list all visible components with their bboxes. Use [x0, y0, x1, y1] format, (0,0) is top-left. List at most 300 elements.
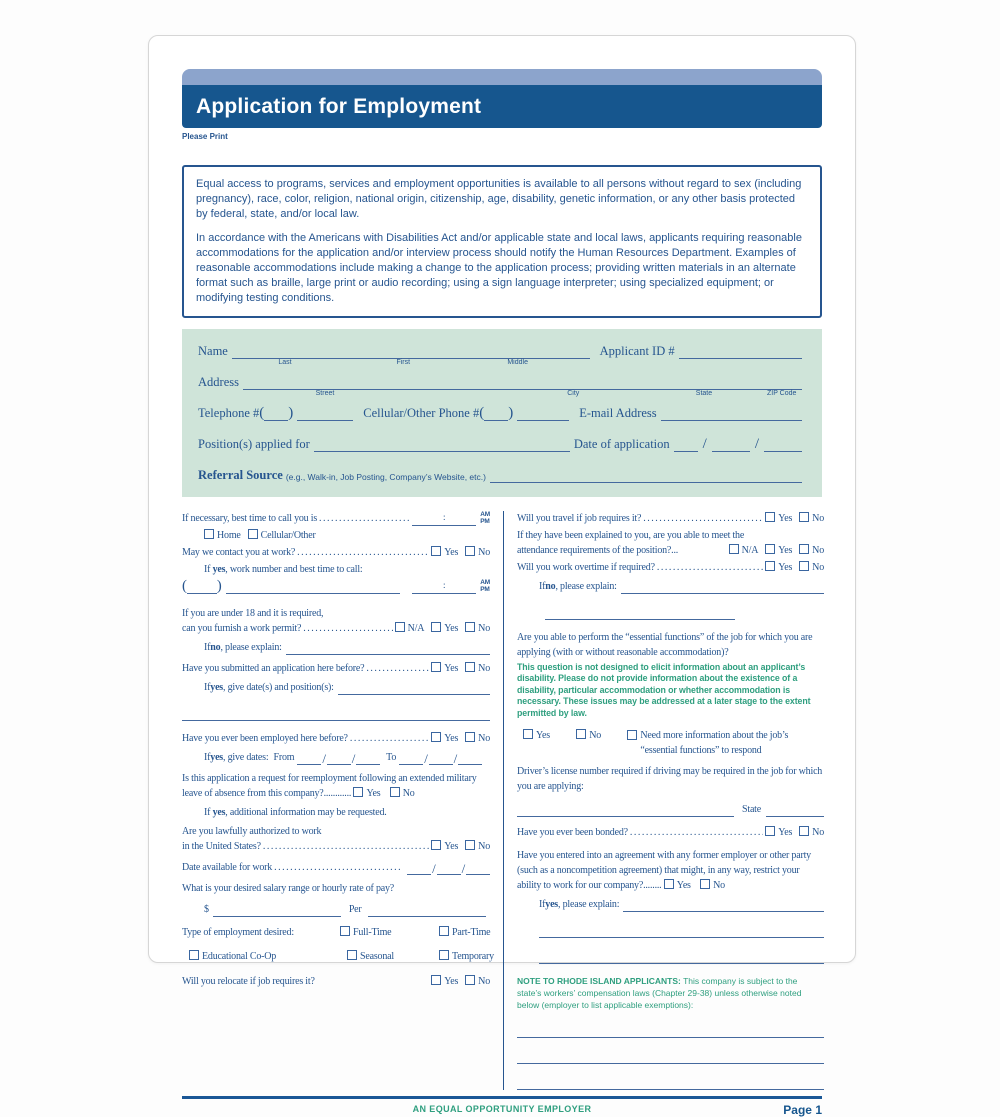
yes-label: Yes	[444, 546, 459, 558]
yes-label: Yes	[444, 975, 459, 987]
yes-label: Yes	[444, 732, 459, 744]
name-input-line[interactable]	[232, 345, 590, 366]
note-bold: no	[210, 641, 221, 653]
yes-label: Yes	[444, 840, 459, 852]
from-month-line[interactable]	[297, 753, 321, 765]
date-available-row	[182, 860, 490, 875]
applicant-identity-section	[182, 329, 822, 497]
note-bold: yes	[212, 806, 226, 818]
name-sub-first: First	[396, 358, 411, 366]
travel-row	[517, 511, 824, 526]
rhode-island-note-title: NOTE TO RHODE ISLAND APPLICANTS:	[517, 976, 681, 987]
dotted-leader	[643, 511, 763, 526]
na-label: N/A	[741, 544, 759, 556]
attendance-na-option[interactable]	[729, 543, 759, 558]
note-bold: yes	[212, 563, 226, 575]
telephone-input-line[interactable]	[297, 407, 353, 421]
referral-row	[198, 468, 806, 483]
no-checkbox[interactable]	[799, 561, 809, 571]
full-time-label: Full-Time	[353, 926, 392, 938]
position-input-line[interactable]	[314, 438, 570, 452]
yes-checkbox[interactable]	[353, 787, 363, 797]
slash: /	[461, 860, 465, 876]
noncompete-explain-row	[539, 897, 824, 912]
name-row	[198, 343, 806, 366]
note-pre: If	[539, 899, 546, 911]
ellipsis: ...	[671, 544, 679, 556]
page-number: Page 1	[783, 1103, 822, 1117]
license-number-input-line[interactable]	[517, 805, 734, 817]
page-title: Application for Employment	[196, 94, 482, 118]
phone-type-row	[204, 528, 490, 543]
address-sub-street: Street	[315, 389, 335, 397]
date-available-question: Date available for work	[182, 861, 273, 873]
date-day-input-line[interactable]	[712, 438, 750, 452]
dotted-leader	[366, 661, 429, 676]
phones-row	[198, 406, 806, 421]
yes-checkbox[interactable]	[431, 662, 441, 672]
authorized-yes-option[interactable]	[431, 839, 458, 854]
overtime-yes-option[interactable]	[765, 560, 792, 575]
educational-coop-option[interactable]	[189, 949, 340, 964]
name-label: Name	[198, 343, 228, 358]
na-label: N/A	[407, 622, 425, 634]
seasonal-checkbox[interactable]	[347, 950, 357, 960]
address-label: Address	[198, 374, 239, 389]
submitted-dates-extra-line[interactable]	[182, 709, 490, 721]
submitted-dates-input-line[interactable]	[338, 683, 490, 695]
attendance-question-line2: attendance requirements of the position?	[517, 544, 672, 556]
contact-work-no-option[interactable]	[465, 545, 490, 560]
noncompete-no-option[interactable]	[700, 880, 725, 891]
attendance-row	[517, 543, 824, 558]
left-column	[182, 511, 503, 1091]
submitted-before-question: Have you submitted an application here before?	[182, 662, 365, 674]
date-month-input-line[interactable]	[674, 438, 698, 452]
am-label: AM	[480, 578, 490, 586]
no-label: No	[478, 975, 490, 987]
no-label: No	[478, 840, 490, 852]
cellular-label: Cellular/Other Phone #	[363, 405, 480, 420]
am-label: AM	[480, 510, 490, 518]
slash: /	[424, 750, 428, 766]
travel-question: Will you travel if job requires it?	[517, 512, 642, 524]
relocate-row	[182, 974, 490, 989]
email-input-line[interactable]	[661, 407, 802, 421]
relocate-question: Will you relocate if job requires it?	[182, 975, 315, 987]
no-checkbox[interactable]	[465, 546, 475, 556]
overtime-explain-input-line[interactable]	[621, 582, 824, 594]
position-label: Position(s) applied for	[198, 436, 310, 451]
cellular-area-input-line[interactable]	[484, 409, 508, 421]
no-checkbox[interactable]	[799, 826, 809, 836]
note-pre: If	[204, 681, 211, 693]
note-rest: , please explain:	[220, 641, 282, 653]
note-pre: If	[204, 751, 211, 763]
no-label: No	[812, 827, 824, 839]
essential-yes-option[interactable]	[523, 730, 550, 741]
pm-label: PM	[480, 518, 490, 526]
yes-label: Yes	[778, 561, 793, 573]
work-time-input-line[interactable]	[412, 582, 476, 594]
yes-checkbox[interactable]	[431, 975, 441, 985]
referral-source-hint: (e.g., Walk-in, Job Posting, Company’s Website, etc.)	[285, 472, 486, 483]
equal-access-paragraph: Equal access to programs, services and employment opportunities is available to all persons without regard to sex (including pregnancy), race, color, religion, national origin, citizenship, age, disability, genetic information, or any other basis protected by federal, state, and/or local law.	[196, 178, 802, 220]
employment-dates-row	[204, 750, 490, 765]
no-checkbox[interactable]	[465, 975, 475, 985]
submitted-no-option[interactable]	[465, 661, 490, 676]
from-day-line[interactable]	[327, 753, 351, 765]
employed-before-question: Have you ever been employed here before?	[182, 732, 348, 744]
full-time-checkbox[interactable]	[340, 926, 350, 936]
travel-no-option[interactable]	[799, 511, 824, 526]
slash: /	[453, 750, 458, 766]
to-date-field	[399, 752, 482, 765]
questions-columns	[182, 511, 822, 1091]
no-label: No	[589, 730, 602, 742]
no-label: No	[478, 546, 490, 558]
salary-amount-line[interactable]	[213, 905, 341, 917]
noncompete-explain-input-line[interactable]	[623, 900, 824, 912]
page-footer	[182, 1096, 822, 1117]
relocate-no-option[interactable]	[465, 974, 490, 989]
permit-yes-option[interactable]	[431, 621, 458, 636]
date-available-field	[407, 862, 490, 875]
contact-at-work-question: May we contact you at work?	[182, 546, 296, 558]
noncompete-extra-line-1[interactable]	[539, 926, 824, 938]
noncompete-text: Have you entered into an agreement with any former employer or other party (such as a noncompetition agreement) that might, in any way, restrict your ability to work for our company?	[517, 850, 811, 892]
essential-no-option[interactable]	[576, 730, 601, 741]
salary-row	[204, 902, 490, 917]
cellular-area-code	[479, 406, 513, 421]
pm-label: PM	[480, 586, 490, 594]
position-row	[198, 437, 806, 452]
seasonal-label: Seasonal	[360, 950, 394, 962]
employed-no-option[interactable]	[465, 731, 490, 746]
cellular-other-checkbox[interactable]	[248, 529, 258, 539]
na-checkbox[interactable]	[729, 544, 739, 554]
from-label: From	[273, 751, 295, 763]
drivers-license-question: Driver’s license number required if driving may be required in the job for which you are applying:	[517, 766, 823, 793]
note-rest: , give dates:	[223, 751, 269, 763]
work-permit-row	[182, 621, 490, 636]
authorized-question-line1: Are you lawfully authorized to work	[182, 825, 322, 837]
reemployment-question	[182, 771, 490, 801]
yes-checkbox[interactable]	[765, 544, 775, 554]
salary-question: What is your desired salary range or hourly rate of pay?	[182, 882, 395, 894]
yes-checkbox[interactable]	[431, 732, 441, 742]
slash: /	[754, 435, 759, 452]
attendance-question-line1: If they have been explained to you, are you able to meet the	[517, 529, 745, 541]
address-row	[198, 374, 806, 397]
slash: /	[702, 435, 707, 452]
colon: :	[443, 512, 446, 523]
work-number-row	[182, 579, 490, 594]
submitted-yes-option[interactable]	[431, 661, 458, 676]
dollar-sign: $	[204, 903, 209, 915]
no-label: No	[812, 561, 824, 573]
cellular-other-option[interactable]	[248, 528, 316, 543]
noncompete-question	[517, 848, 824, 893]
essential-functions-note: This question is not designed to elicit information about an applicant’s disability. Please do not provide information about the existence of a disability, particular accommodation or whether accommodation is necessary. These issues may be addressed at a later stage to the extent permitted by law.	[517, 661, 811, 719]
license-state-input-line[interactable]	[766, 805, 824, 817]
yes-checkbox[interactable]	[431, 546, 441, 556]
open-paren: (	[259, 404, 265, 421]
avail-year-line[interactable]	[466, 863, 490, 875]
state-label: State	[742, 804, 761, 816]
to-day-line[interactable]	[429, 753, 453, 765]
address-sub-city: City	[567, 389, 580, 397]
open-paren: (	[479, 404, 485, 421]
submitted-dates-row	[204, 680, 490, 695]
slash: /	[351, 750, 356, 766]
noncompete-extra-line-2[interactable]	[539, 952, 824, 964]
cellular-input-line[interactable]	[517, 407, 569, 421]
to-label: To	[386, 751, 397, 763]
note-rest: , work number and best time to call:	[225, 563, 363, 575]
no-checkbox[interactable]	[700, 879, 710, 889]
bonded-no-option[interactable]	[799, 825, 824, 840]
open-paren: (	[182, 577, 187, 594]
no-checkbox[interactable]	[465, 840, 475, 850]
note-rest: , additional information may be requested.	[225, 806, 387, 818]
reemployment-yes-option[interactable]	[353, 788, 380, 799]
bonded-row	[517, 825, 824, 840]
application-form-page	[148, 35, 856, 1117]
telephone-area-input-line[interactable]	[264, 409, 288, 421]
dotted-leader	[303, 621, 392, 636]
temporary-option[interactable]	[439, 949, 494, 964]
best-time-row	[182, 511, 490, 526]
note-bold: yes	[210, 681, 223, 693]
name-sub-last: Last	[278, 358, 292, 366]
na-checkbox[interactable]	[395, 622, 405, 632]
am-pm-label	[480, 511, 490, 526]
right-column	[503, 511, 824, 1091]
slash: /	[432, 860, 436, 876]
yes-checkbox[interactable]	[523, 729, 533, 739]
dots: ........	[643, 880, 662, 892]
eeo-disclaimer-box	[182, 165, 822, 318]
contact-at-work-row	[182, 545, 490, 560]
temporary-label: Temporary	[452, 950, 494, 962]
telephone-label: Telephone #	[198, 405, 260, 420]
from-year-line[interactable]	[356, 753, 380, 765]
dotted-leader	[274, 860, 402, 875]
close-paren: )	[508, 404, 514, 421]
no-label: No	[812, 544, 824, 556]
colon: :	[443, 580, 446, 591]
no-label: No	[478, 622, 490, 634]
dotted-leader	[319, 511, 410, 526]
part-time-option[interactable]	[439, 925, 494, 940]
no-checkbox[interactable]	[799, 512, 809, 522]
need-info-checkbox[interactable]	[627, 730, 637, 740]
no-checkbox[interactable]	[799, 544, 809, 554]
no-label: No	[812, 512, 824, 524]
no-checkbox[interactable]	[390, 787, 400, 797]
yes-label: Yes	[778, 512, 793, 524]
date-year-input-line[interactable]	[764, 438, 802, 452]
to-year-line[interactable]	[458, 753, 482, 765]
no-checkbox[interactable]	[576, 729, 586, 739]
dotted-leader	[350, 731, 429, 746]
dotted-leader	[297, 545, 429, 560]
authorized-no-option[interactable]	[465, 839, 490, 854]
permit-explain-row	[204, 640, 490, 655]
employment-type-grid	[182, 925, 494, 964]
license-number-row	[517, 802, 824, 817]
travel-yes-option[interactable]	[765, 511, 792, 526]
best-time-input-line[interactable]	[412, 514, 476, 526]
full-time-option[interactable]	[340, 925, 432, 940]
no-checkbox[interactable]	[465, 662, 475, 672]
note-bold: yes	[545, 899, 558, 911]
note-pre: If	[204, 641, 211, 653]
note-pre: If	[539, 580, 546, 592]
ri-exemption-line-3[interactable]	[517, 1078, 824, 1090]
note-bold: no	[545, 580, 556, 592]
work-number-area-code	[182, 579, 222, 594]
noncompete-yes-option[interactable]	[664, 880, 691, 891]
employment-type-label: Type of employment desired:	[182, 926, 294, 938]
note-pre: If	[204, 563, 213, 575]
please-print-note: Please Print	[182, 132, 228, 141]
need-info-label: Need more information about the job’s “essential functions” to respond	[640, 730, 789, 757]
best-time-question: If necessary, best time to call you is	[182, 512, 318, 524]
yes-label: Yes	[536, 730, 550, 742]
overtime-row	[517, 560, 824, 575]
work-call-time-field	[412, 579, 490, 594]
authorized-question-line2: in the United States?	[182, 840, 261, 852]
dots: ............	[323, 787, 352, 799]
permit-explain-input-line[interactable]	[286, 643, 490, 655]
reemployment-note	[204, 805, 490, 820]
if-yes-work-number-note	[204, 562, 490, 577]
educational-coop-checkbox[interactable]	[189, 950, 199, 960]
reemployment-text: Is this application a request for reemployment following an extended military leave of absence from this company?	[182, 772, 477, 799]
rhode-island-note	[517, 976, 824, 1012]
address-input-line[interactable]	[243, 376, 802, 397]
no-checkbox[interactable]	[465, 622, 475, 632]
slash: /	[322, 750, 326, 766]
salary-per-line[interactable]	[368, 905, 486, 917]
ri-exemption-line-2[interactable]	[517, 1052, 824, 1064]
home-label: Home	[217, 529, 241, 541]
no-label: No	[713, 880, 725, 892]
overtime-explain-extra-line[interactable]	[545, 608, 735, 620]
application-date-label: Date of application	[573, 436, 670, 451]
work-permit-question: can you furnish a work permit?	[182, 622, 302, 634]
note-pre: If	[204, 806, 213, 818]
reemployment-no-option[interactable]	[390, 788, 415, 799]
overtime-no-option[interactable]	[799, 560, 824, 575]
no-label: No	[402, 787, 415, 799]
header-title-bar	[182, 85, 822, 128]
dotted-leader	[657, 560, 763, 575]
home-option[interactable]	[204, 528, 241, 543]
contact-work-yes-option[interactable]	[431, 545, 458, 560]
submitted-before-row	[182, 661, 490, 676]
header-accent-stripe	[182, 69, 822, 85]
relocate-yes-option[interactable]	[431, 974, 458, 989]
yes-label: Yes	[366, 787, 381, 799]
applicant-id-label: Applicant ID #	[599, 343, 675, 358]
under-18-question-line1: If you are under 18 and it is required,	[182, 607, 324, 619]
bonded-yes-option[interactable]	[765, 825, 792, 840]
yes-checkbox[interactable]	[664, 879, 674, 889]
yes-label: Yes	[444, 622, 459, 634]
part-time-checkbox[interactable]	[439, 926, 449, 936]
referral-source-label: Referral Source	[198, 467, 283, 482]
to-month-line[interactable]	[399, 753, 423, 765]
yes-label: Yes	[444, 662, 459, 674]
temporary-checkbox[interactable]	[439, 950, 449, 960]
yes-checkbox[interactable]	[765, 826, 775, 836]
essential-need-info-option[interactable]	[627, 730, 798, 757]
no-checkbox[interactable]	[465, 732, 475, 742]
from-date-field	[297, 752, 380, 765]
ri-exemption-line-1[interactable]	[517, 1026, 824, 1038]
name-sub-middle: Middle	[507, 358, 528, 366]
dotted-leader	[263, 839, 429, 854]
overtime-question: Will you work overtime if required?	[517, 561, 655, 573]
dotted-leader	[630, 825, 763, 840]
equal-opportunity-employer-text: AN EQUAL OPPORTUNITY EMPLOYER	[412, 1104, 592, 1115]
essential-functions-question: Are you able to perform the “essential functions” of the job for which you are applying (with or without reasonable accommodation)?	[517, 631, 813, 658]
close-paren: )	[288, 404, 294, 421]
seasonal-option[interactable]	[347, 949, 432, 964]
referral-source-input-line[interactable]	[490, 469, 802, 483]
best-time-field	[412, 511, 490, 526]
attendance-no-option[interactable]	[799, 543, 824, 558]
ada-accommodation-paragraph: In accordance with the Americans with Disabilities Act and/or applicable state and local laws, applicants requiring reasonable accommodations for the application and/or interview process should notify the Human Resources Department. Examples of reasonable accommodations include making a change to the application process; providing written materials in an alternate format such as braille, large print or audio recording; using a sign language interpreter; using specialized equipment; or modifying testing conditions.	[196, 231, 802, 304]
email-label: E-mail Address	[579, 405, 657, 420]
page-content	[149, 69, 855, 1117]
yes-label: Yes	[778, 544, 793, 556]
bonded-question: Have you ever been bonded?	[517, 827, 628, 839]
work-number-input-line[interactable]	[226, 582, 401, 594]
attendance-yes-option[interactable]	[765, 543, 792, 558]
home-checkbox[interactable]	[204, 529, 214, 539]
permit-na-option[interactable]	[395, 621, 425, 636]
avail-month-line[interactable]	[407, 863, 431, 875]
no-label: No	[478, 662, 490, 674]
no-label: No	[478, 732, 490, 744]
note-rest: , please explain:	[558, 899, 620, 911]
employed-before-row	[182, 731, 490, 746]
permit-no-option[interactable]	[465, 621, 490, 636]
address-sub-zip: ZIP Code	[766, 389, 797, 397]
avail-day-line[interactable]	[437, 863, 461, 875]
am-pm-label	[480, 579, 490, 594]
note-rest: , give date(s) and position(s):	[223, 681, 334, 693]
yes-checkbox[interactable]	[431, 622, 441, 632]
telephone-area-code	[259, 406, 293, 421]
overtime-explain-row	[539, 579, 824, 594]
work-area-input-line[interactable]	[187, 582, 217, 594]
yes-checkbox[interactable]	[765, 512, 775, 522]
cellular-other-label: Cellular/Other	[260, 529, 316, 541]
yes-label: Yes	[676, 880, 691, 892]
yes-checkbox[interactable]	[765, 561, 775, 571]
applicant-id-input-line[interactable]	[679, 345, 802, 359]
essential-functions-answers	[523, 728, 824, 758]
yes-checkbox[interactable]	[431, 840, 441, 850]
close-paren: )	[216, 577, 222, 594]
educational-coop-label: Educational Co-Op	[202, 950, 277, 962]
employed-yes-option[interactable]	[431, 731, 458, 746]
